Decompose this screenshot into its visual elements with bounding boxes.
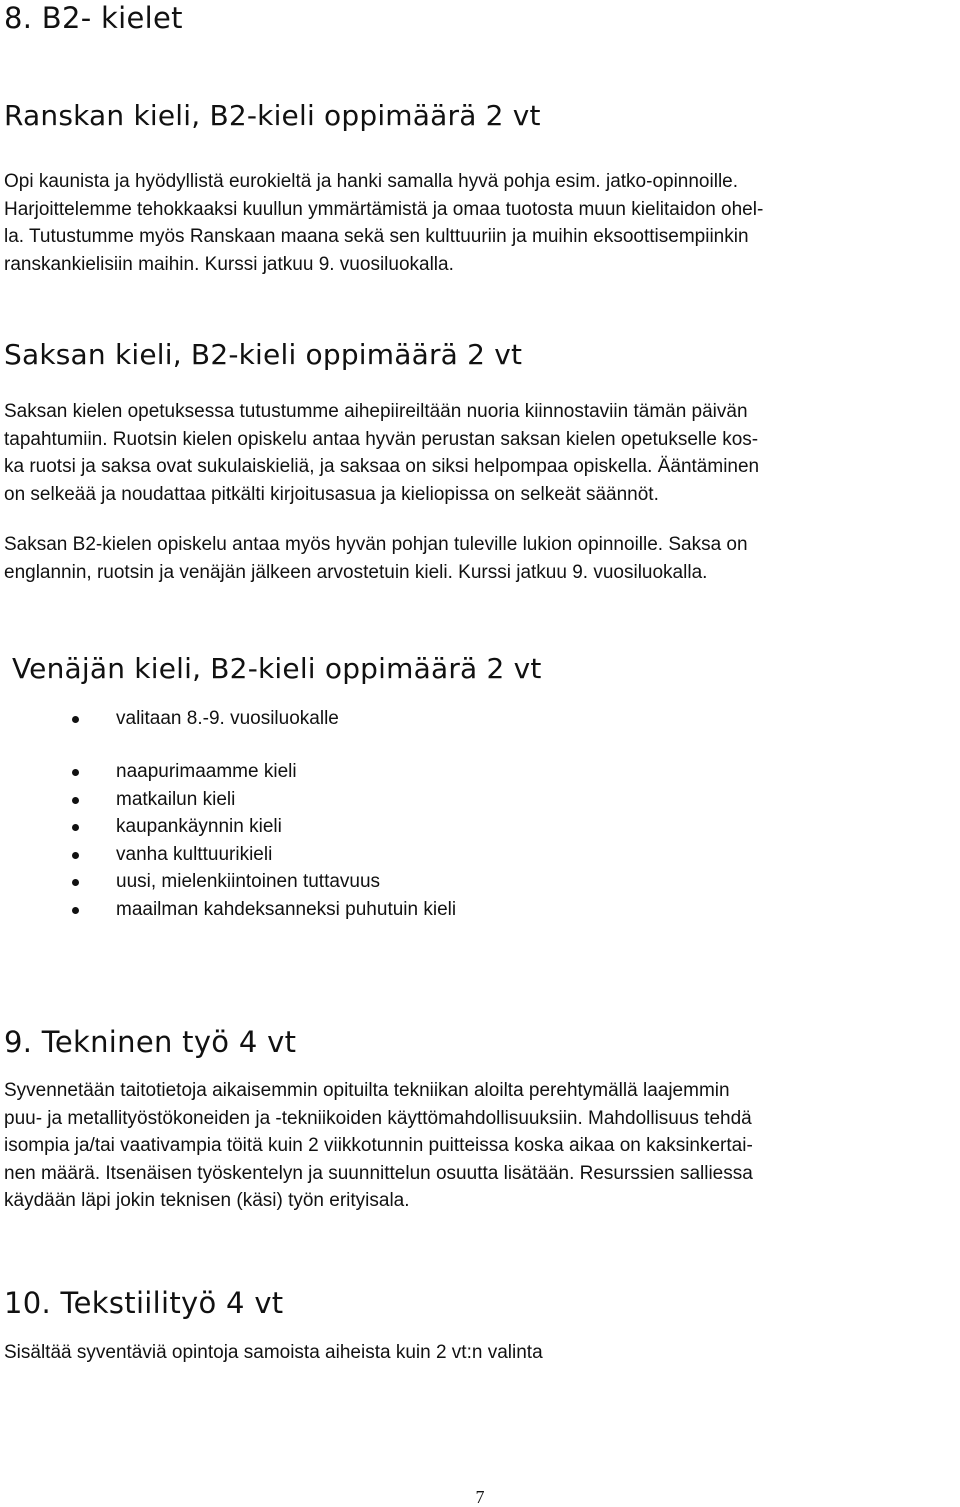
text-line: englannin, ruotsin ja venäjän jälkeen arvostetuin kieli. Kurssi jatkuu 9. vuosiluokalla.: [4, 561, 708, 583]
paragraph-french: [4, 168, 949, 278]
list-item: [72, 868, 456, 896]
list-item: [72, 705, 339, 733]
heading-german: Saksan kieli, B2-kieli oppimäärä 2 vt: [4, 338, 523, 371]
russian-bullet-list-first: [72, 705, 339, 733]
paragraph-technical-work: [4, 1077, 949, 1215]
heading-textile-work: 10. Tekstiilityö 4 vt: [4, 1286, 284, 1320]
russian-bullet-list: [72, 758, 456, 923]
text-line: ranskankielisiin maihin. Kurssi jatkuu 9. vuosiluokalla.: [4, 253, 454, 275]
list-item: [72, 896, 456, 924]
text-line: Saksan B2-kielen opiskelu antaa myös hyvän pohjan tuleville lukion opinnoille. Saksa on: [4, 534, 748, 555]
list-item-text: matkailun kieli: [116, 788, 236, 810]
text-line: Syvennetään taitotietoja aikaisemmin opituilta tekniikan aloilta perehtymällä laajemmin: [4, 1080, 730, 1101]
list-item-text: valitaan 8.-9. vuosiluokalle: [116, 708, 339, 729]
list-item: [72, 786, 456, 814]
page-number: 7: [475, 1487, 485, 1507]
list-item: [72, 813, 456, 841]
text-line: on selkeää ja noudattaa pitkälti kirjoitusasua ja kieliopissa on selkeät säännöt.: [4, 483, 659, 505]
paragraph-german-2: [4, 531, 949, 586]
list-item-text: kaupankäynnin kieli: [116, 816, 282, 837]
text-line: isompia ja/tai vaativampia töitä kuin 2 viikkotunnin puitteissa koska aikaa on kaksinkertai-: [4, 1135, 753, 1156]
text-line: Opi kaunista ja hyödyllistä eurokieltä ja hanki samalla hyvä pohja esim. jatko-opinnoille.: [4, 171, 739, 192]
bullet-icon: [72, 852, 79, 859]
text-line: tapahtumiin. Ruotsin kielen opiskelu antaa hyvän perustan saksan kielen opetukselle kos-: [4, 428, 759, 450]
bullet-icon: [72, 797, 79, 804]
list-item-text: uusi, mielenkiintoinen tuttavuus: [116, 871, 381, 892]
bullet-icon: [72, 769, 79, 776]
list-item-text: vanha kulttuurikieli: [116, 843, 273, 865]
bullet-icon: [72, 879, 79, 886]
paragraph-german-1: [4, 398, 949, 508]
list-item-text: naapurimaamme kieli: [116, 761, 297, 782]
paragraph-textile-work: [4, 1339, 949, 1367]
text-line: käydään läpi jokin teknisen (käsi) työn erityisala.: [4, 1190, 410, 1211]
text-line: puu- ja metallityöstökoneiden ja -tekniikoiden käyttömahdollisuuksiin. Mahdollisuus tehdä: [4, 1107, 752, 1129]
text-line: ka ruotsi ja saksa ovat sukulaiskieliä, ja saksaa on siksi helpompaa opiskella. Ääntäminen: [4, 456, 760, 477]
list-item: [72, 758, 456, 786]
text-line: Saksan kielen opetuksessa tutustumme aihepiireiltään nuoria kiinnostaviin tämän päivän: [4, 401, 748, 422]
list-item-text: maailman kahdeksanneksi puhutuin kieli: [116, 898, 457, 920]
heading-french: Ranskan kieli, B2-kieli oppimäärä 2 vt: [4, 99, 541, 132]
bullet-icon: [72, 716, 79, 723]
bullet-icon: [72, 907, 79, 914]
list-item: [72, 841, 456, 869]
text-line: nen määrä. Itsenäisen työskentelyn ja suunnittelun osuutta lisätään. Resurssien salliessa: [4, 1162, 753, 1184]
text-line: Harjoittelemme tehokkaaksi kuullun ymmärtämistä ja omaa tuotosta muun kielitaidon ohel-: [4, 198, 764, 220]
text-line: Sisältää syventäviä opintoja samoista aiheista kuin 2 vt:n valinta: [4, 1342, 543, 1363]
heading-russian: Venäjän kieli, B2-kieli oppimäärä 2 vt: [12, 652, 542, 685]
section-heading-b2-languages: 8. B2- kielet: [4, 1, 183, 35]
bullet-icon: [72, 824, 79, 831]
heading-technical-work: 9. Tekninen työ 4 vt: [4, 1025, 297, 1059]
text-line: la. Tutustumme myös Ranskaan maana sekä sen kulttuuriin ja muihin eksoottisempiinkin: [4, 226, 749, 247]
